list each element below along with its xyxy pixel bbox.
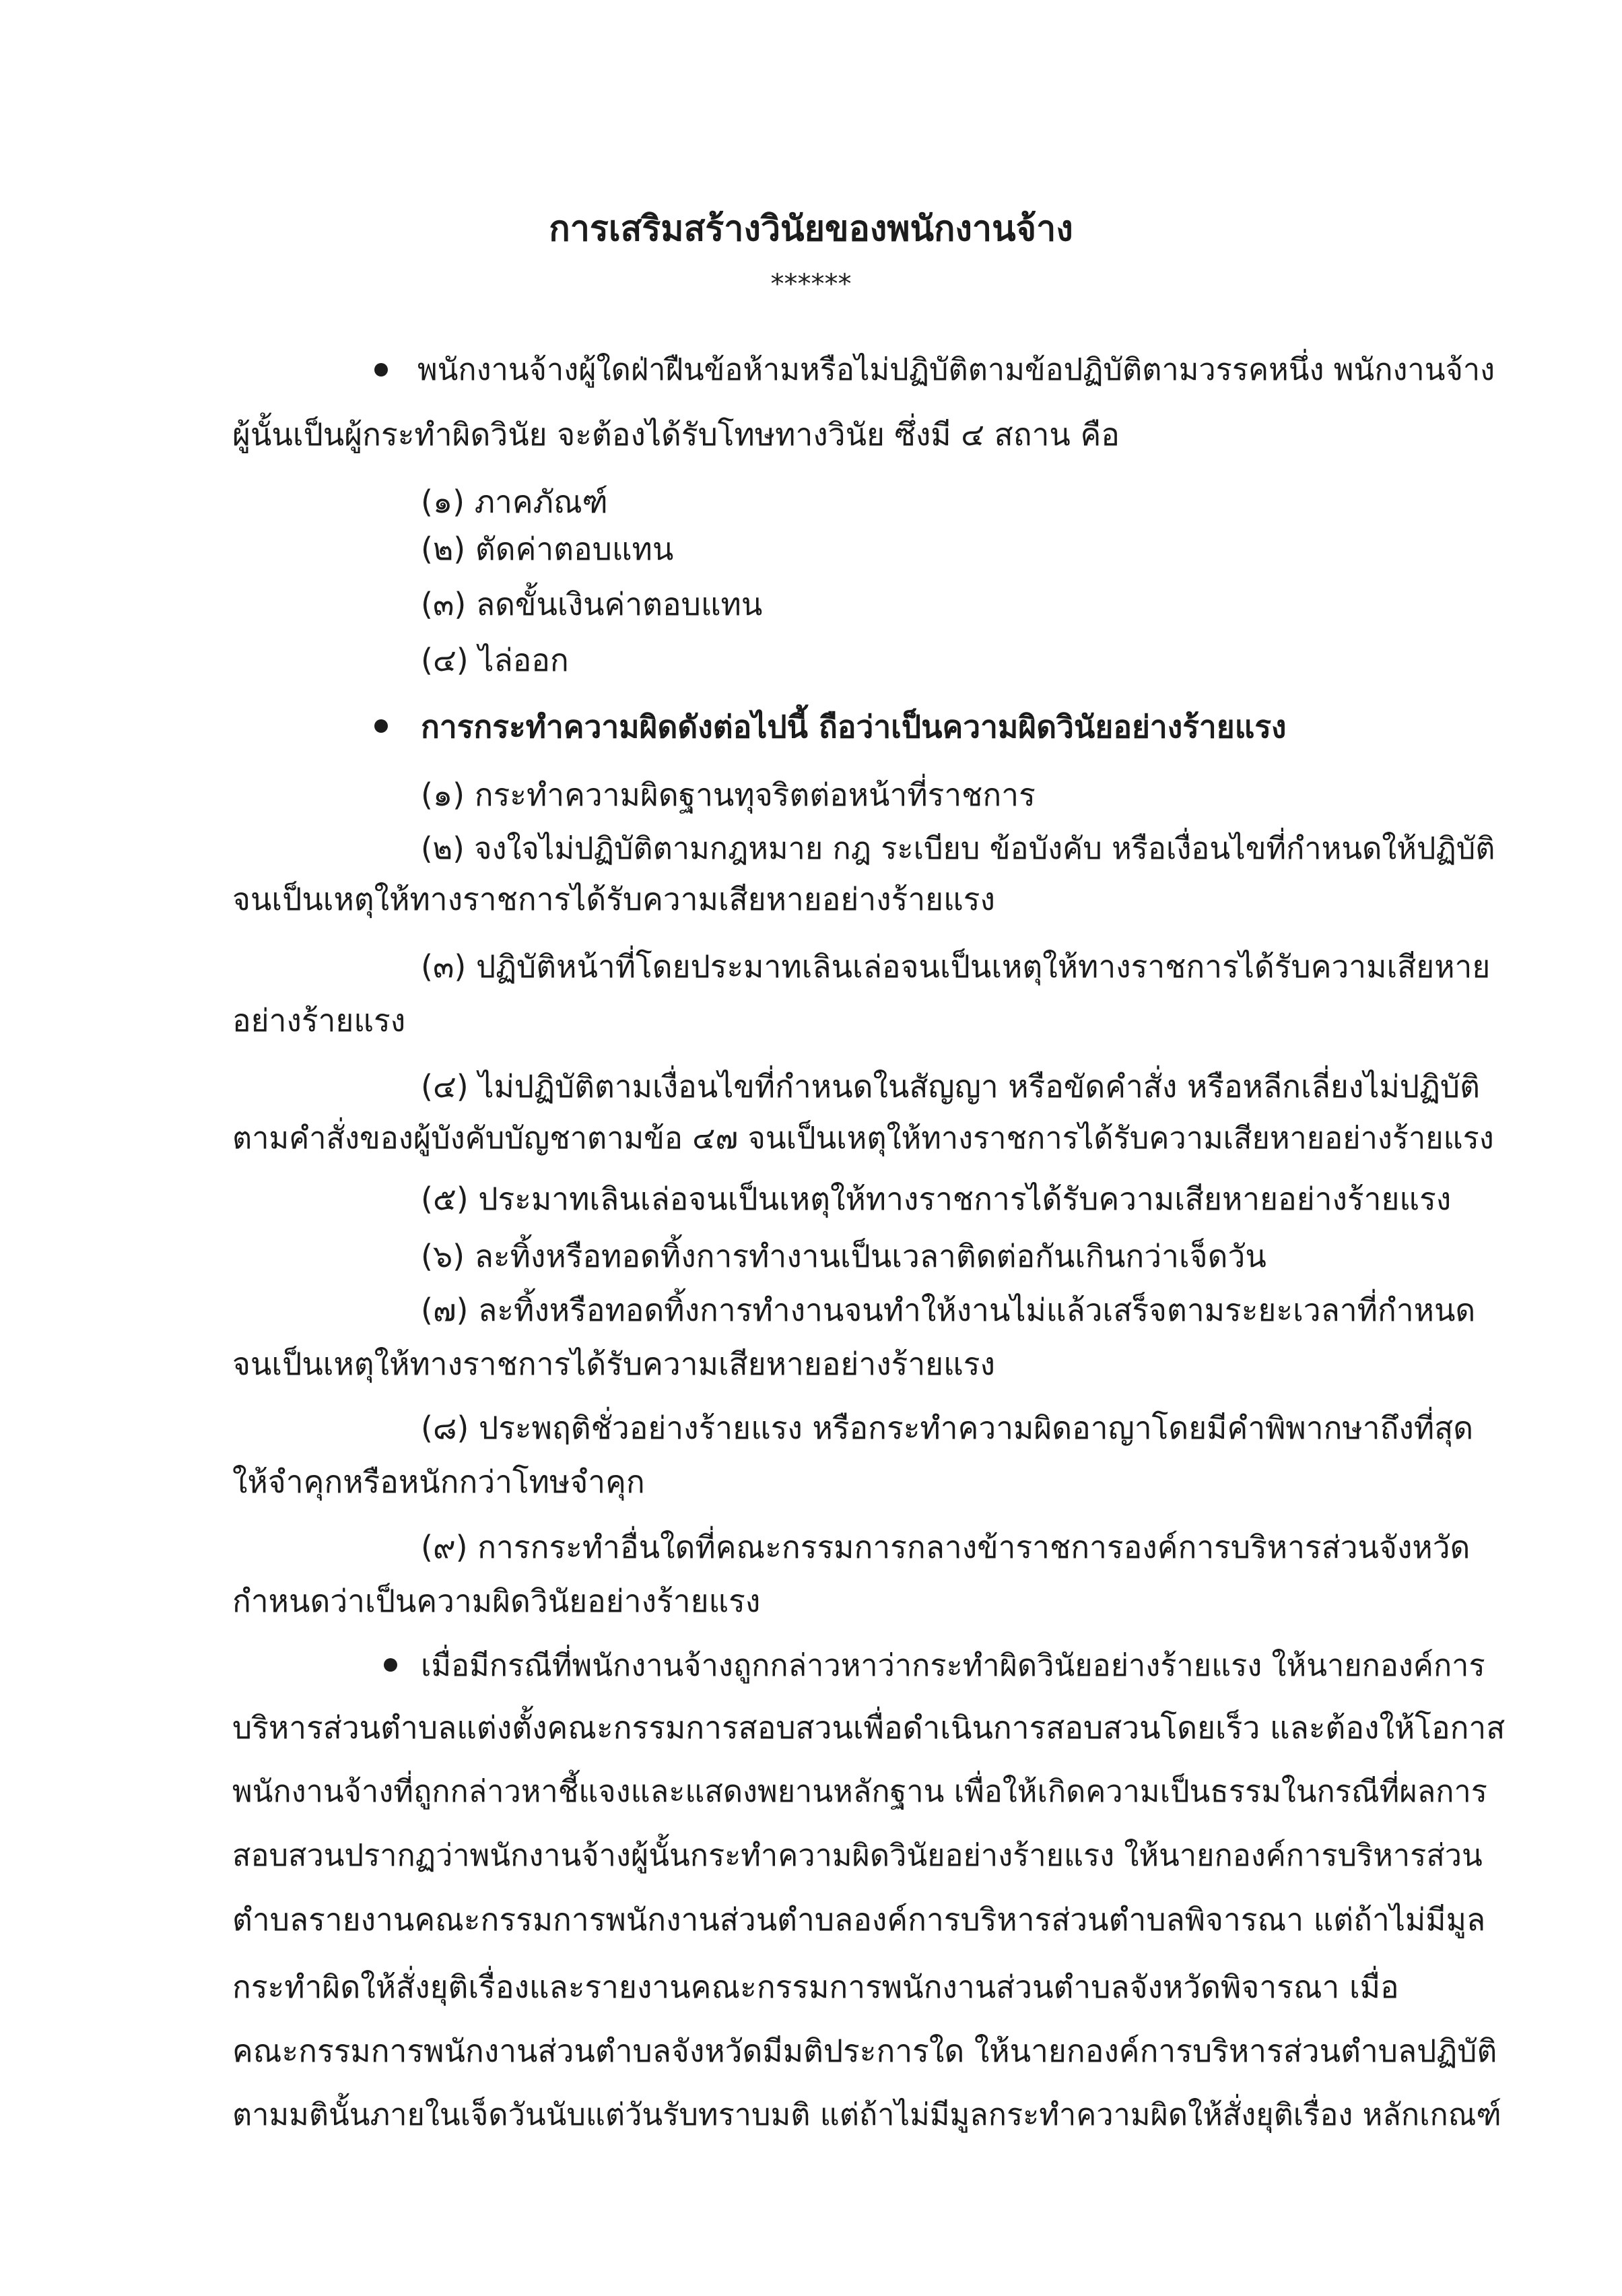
section1-line-2: ผู้นั้นเป็นผู้กระทำผิดวินัย จะต้องได้รับโทษทางวินัย ซึ่งมี ๔ สถาน คือ: [232, 416, 1120, 453]
title-separator: ******: [770, 269, 852, 300]
section3-line-1: เมื่อมีกรณีที่พนักงานจ้างถูกกล่าวหาว่ากระทำผิดวินัยอย่างร้ายแรง ให้นายกองค์การ: [421, 1647, 1485, 1683]
offense-item-5: (๕) ประมาทเลินเล่อจนเป็นเหตุให้ทางราชการได้รับความเสียหายอย่างร้ายแรง: [421, 1181, 1452, 1217]
section3-line-2: บริหารส่วนตำบลแต่งตั้งคณะกรรมการสอบสวนเพื่อดำเนินการสอบสวนโดยเร็ว และต้องให้โอกาส: [232, 1709, 1506, 1746]
offense-item-9: (๙) การกระทำอื่นใดที่คณะกรรมการกลางข้าราชการองค์การบริหารส่วนจังหวัด: [421, 1529, 1471, 1565]
bullet-icon: [374, 363, 388, 376]
offense-item-7-cont: จนเป็นเหตุให้ทางราชการได้รับความเสียหายอย่างร้ายแรง: [232, 1346, 995, 1382]
offense-item-3-cont: อย่างร้ายแรง: [232, 1002, 406, 1039]
offense-item-7: (๗) ละทิ้งหรือทอดทิ้งการทำงานจนทำให้งานไม่แล้วเสร็จตามระยะเวลาที่กำหนด: [421, 1292, 1476, 1328]
bullet-icon: [374, 719, 388, 733]
section3-line-6: กระทำผิดให้สั่งยุติเรื่องและรายงานคณะกรรมการพนักงานส่วนตำบลจังหวัดพิจารณา เมื่อ: [232, 1969, 1399, 2005]
offense-item-6: (๖) ละทิ้งหรือทอดทิ้งการทำงานเป็นเวลาติดต่อกันเกินกว่าเจ็ดวัน: [421, 1238, 1266, 1274]
penalty-item-1: (๑) ภาคภัณฑ์: [421, 484, 608, 520]
section3-line-7: คณะกรรมการพนักงานส่วนตำบลจังหวัดมีมติประการใด ให้นายกองค์การบริหารส่วนตำบลปฏิบัติ: [232, 2033, 1497, 2069]
offense-item-1: (๑) กระทำความผิดฐานทุจริตต่อหน้าที่ราชการ: [421, 777, 1036, 813]
offense-item-4: (๔) ไม่ปฏิบัติตามเงื่อนไขที่กำหนดในสัญญา หรือขัดคำสั่ง หรือหลีกเลี่ยงไม่ปฏิบัติ: [421, 1068, 1480, 1105]
bullet-icon: [384, 1658, 397, 1672]
document-title: การเสริมสร้างวินัยของพนักงานจ้าง: [549, 209, 1073, 249]
section1-line-1: พนักงานจ้างผู้ใดฝ่าฝืนข้อห้ามหรือไม่ปฏิบัติตามข้อปฏิบัติตามวรรคหนึ่ง พนักงานจ้าง: [417, 352, 1495, 387]
offense-item-3: (๓) ปฏิบัติหน้าที่โดยประมาทเลินเล่อจนเป็นเหตุให้ทางราชการได้รับความเสียหาย: [421, 948, 1491, 985]
penalty-item-4: (๔) ไล่ออก: [421, 642, 569, 678]
section3-line-4: สอบสวนปรากฏว่าพนักงานจ้างผู้นั้นกระทำความผิดวินัยอย่างร้ายแรง ให้นายกองค์การบริหารส่วน: [232, 1837, 1483, 1873]
penalty-item-2: (๒) ตัดค่าตอบแทน: [421, 531, 674, 567]
offense-item-9-cont: กำหนดว่าเป็นความผิดวินัยอย่างร้ายแรง: [232, 1583, 761, 1619]
section3-line-3: พนักงานจ้างที่ถูกกล่าวหาชี้แจงและแสดงพยานหลักฐาน เพื่อให้เกิดความเป็นธรรมในกรณีที่ผลการ: [232, 1773, 1487, 1809]
section3-line-5: ตำบลรายงานคณะกรรมการพนักงานส่วนตำบลองค์การบริหารส่วนตำบลพิจารณา แต่ถ้าไม่มีมูล: [232, 1901, 1486, 1938]
offense-item-4-cont: ตามคำสั่งของผู้บังคับบัญชาตามข้อ ๔๗ จนเป็นเหตุให้ทางราชการได้รับความเสียหายอย่างร้ายแรง: [232, 1120, 1494, 1156]
penalty-item-3: (๓) ลดขั้นเงินค่าตอบแทน: [421, 586, 763, 622]
section2-heading: การกระทำความผิดดังต่อไปนี้ ถือว่าเป็นความผิดวินัยอย่างร้ายแรง: [421, 709, 1287, 745]
offense-item-8-cont: ให้จำคุกหรือหนักกว่าโทษจำคุก: [232, 1464, 645, 1500]
section3-line-8: ตามมตินั้นภายในเจ็ดวันนับแต่วันรับทราบมติ แต่ถ้าไม่มีมูลกระทำความผิดให้สั่งยุติเรื่อง หลักเกณฑ์: [232, 2097, 1501, 2132]
offense-item-2-cont: จนเป็นเหตุให้ทางราชการได้รับความเสียหายอย่างร้ายแรง: [232, 881, 995, 917]
offense-item-8: (๘) ประพฤติชั่วอย่างร้ายแรง หรือกระทำความผิดอาญาโดยมีคำพิพากษาถึงที่สุด: [421, 1410, 1474, 1446]
offense-item-2: (๒) จงใจไม่ปฏิบัติตามกฎหมาย กฎ ระเบียบ ข้อบังคับ หรือเงื่อนไขที่กำหนดให้ปฏิบัติ: [421, 830, 1495, 866]
